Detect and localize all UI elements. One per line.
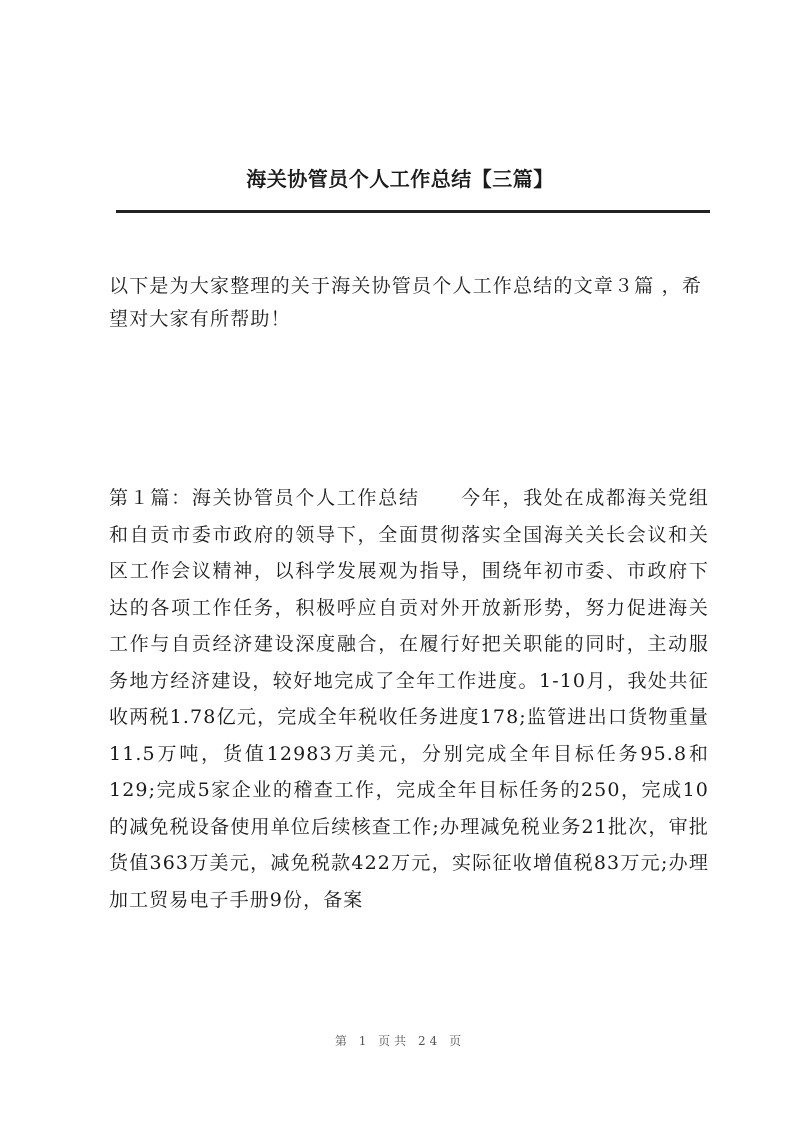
title-divider (116, 210, 710, 213)
page-footer: 第 1 页共 24 页 (334, 1034, 466, 1048)
document-title: 海关协管员个人工作总结【三篇】 (246, 167, 554, 191)
intro-paragraph: 以下是为大家整理的关于海关协管员个人工作总结的文章３篇 ，希望对大家有所帮助！ (109, 275, 703, 330)
body-paragraph: 第１篇：海关协管员个人工作总结 今年，我处在成都海关党组和自贡市委市政府的领导下，全面贯彻落实全国海关关长会议和关区工作会议精神，以科学发展观为指导，围绕年初市委、市政府下达的各项工作任务，积极呼应自贡对外开放新形势，努力促进海关工作与自贡经济建设深度融合，在履行好把关职能的同时，主动服务地方经济建设，较好地完成了全年工作进度。1-10月，我处共征收两税1.78亿元，完成全年税收任务进度178;监管进出口货物重量11.5万吨，货值12983万美元，分别完成全年目标任务95.8和129;完成5家企业的稽查工作，完成全年目标任务的250，完成10的减免税设备使用单位后续核查工作;办理减免税业务21批次，审批货值363万美元，减免税款422万元，实际征收增值税83万元;办理加工贸易电子手册9份，备案 (109, 487, 709, 911)
